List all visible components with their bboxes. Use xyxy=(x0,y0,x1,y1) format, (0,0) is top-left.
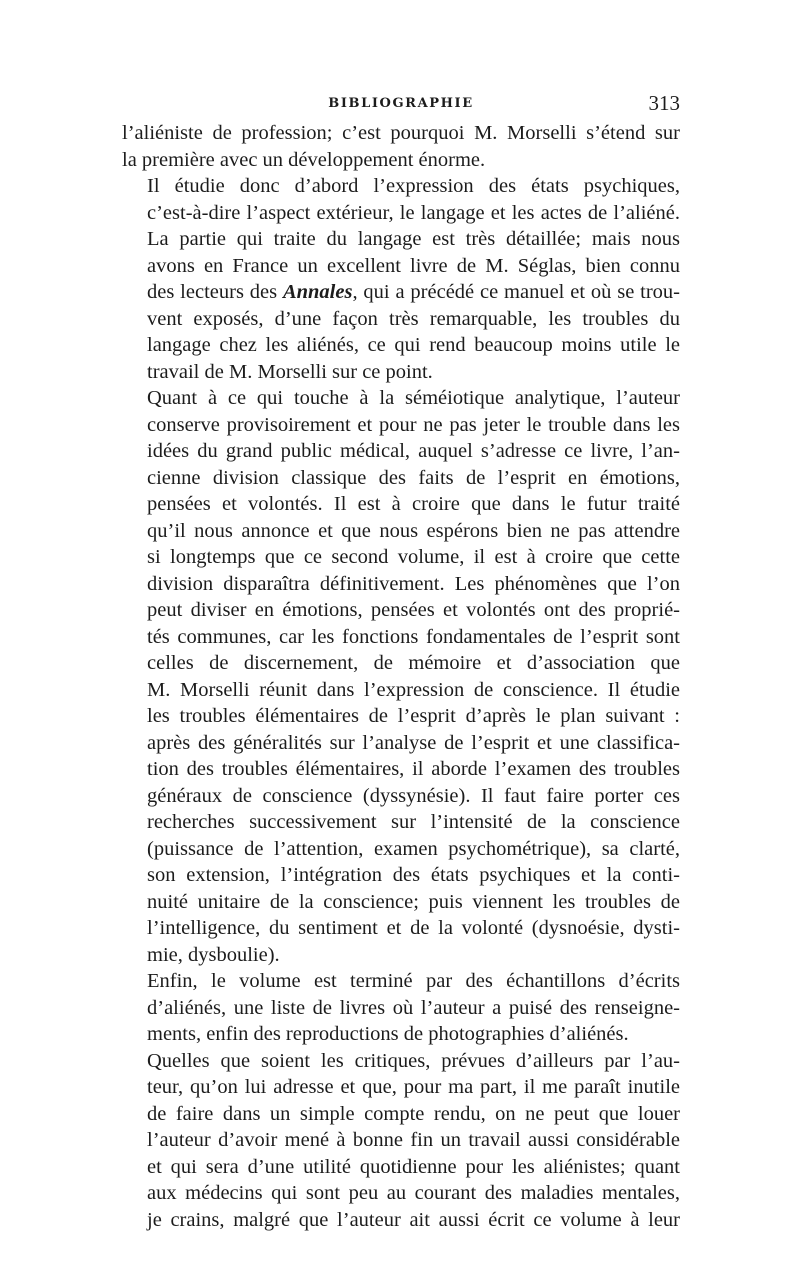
text-line: tion des troubles élémentaires, il aborde l’examen des troubles xyxy=(147,758,680,780)
text-line: conserve provisoirement et pour ne pas jeter le trouble dans les xyxy=(147,413,680,436)
text-line: vent exposés, d’une façon très remarquable, les troubles du xyxy=(147,307,680,330)
text-line: si longtemps que ce second volume, il est à croire que cette xyxy=(147,546,680,568)
text-line: cienne division classique des faits de l’esprit en émotions, xyxy=(147,466,680,489)
text-line: son extension, l’intégration des états psychiques et la conti- xyxy=(147,864,680,886)
text-line: La partie qui traite du langage est très détaillée; mais nous xyxy=(147,228,680,250)
text-line: généraux de conscience (dyssynésie). Il faut faire porter ces xyxy=(147,784,680,807)
text-line: l’aliéniste de profession; c’est pourquoi M. Morselli s’étend sur xyxy=(122,122,680,144)
paragraph xyxy=(122,385,680,968)
text-line: Il étudie donc d’abord l’expression des états psychiques, xyxy=(147,175,680,197)
text-line: je crains, malgré que l’auteur ait aussi écrit ce volume à leur xyxy=(147,1208,680,1231)
page-number: 313 xyxy=(648,91,680,115)
text-line: des lecteurs des Annales, qui a précédé ce manuel et où se trou- xyxy=(147,281,680,303)
text-line: avons en France un excellent livre de M. Séglas, bien connu xyxy=(147,254,680,277)
paragraph xyxy=(122,1048,680,1234)
text-line: aux médecins qui sont peu au courant des maladies mentales, xyxy=(147,1182,680,1204)
text-line: les troubles élémentaires de l’esprit d’après le plan suivant : xyxy=(147,705,680,727)
text-line: tés communes, car les fonctions fondamentales de l’esprit sont xyxy=(147,625,680,648)
text-line: celles de discernement, de mémoire et d’association que xyxy=(147,652,680,674)
text-line: d’aliénés, une liste de livres où l’auteur a puisé des renseigne- xyxy=(147,996,680,1019)
text-line: recherches successivement sur l’intensité de la conscience xyxy=(147,811,680,833)
text-line: teur, qu’on lui adresse et que, pour ma part, il me paraît inutile xyxy=(147,1076,680,1098)
text-line: et qui sera d’une utilité quotidienne pour les aliénistes; quant xyxy=(147,1155,680,1178)
running-head-title: BIBLIOGRAPHIE xyxy=(328,96,474,111)
paragraph xyxy=(122,120,680,173)
text-line: après des généralités sur l’analyse de l’esprit et une classifica- xyxy=(147,731,680,754)
body-text xyxy=(122,120,680,1233)
text-line: Enfin, le volume est terminé par des échantillons d’écrits xyxy=(147,970,680,992)
text-line: peut diviser en émotions, pensées et volontés ont des proprié- xyxy=(147,599,680,621)
text-line: c’est-à-dire l’aspect extérieur, le langage et les actes de l’aliéné. xyxy=(147,201,680,224)
text-line: idées du grand public médical, auquel s’adresse ce livre, l’an- xyxy=(147,440,680,462)
text-line: l’auteur d’avoir mené à bonne fin un travail aussi considérable xyxy=(147,1129,680,1151)
text-line: mie, dysboulie). xyxy=(147,943,280,966)
text-line: langage chez les aliénés, ce qui rend beaucoup moins utile le xyxy=(147,334,680,356)
text-line: ments, enfin des reproductions de photographies d’aliénés. xyxy=(147,1023,629,1045)
text-line: M. Morselli réunit dans l’expression de conscience. Il étudie xyxy=(147,678,680,701)
paragraph xyxy=(122,968,680,1048)
text-line: division disparaîtra définitivement. Les phénomènes que l’on xyxy=(147,572,680,595)
text-line: Quelles que soient les critiques, prévues d’ailleurs par l’au- xyxy=(147,1049,680,1072)
text-line: Quant à ce qui touche à la séméiotique analytique, l’auteur xyxy=(147,387,680,409)
text-line: pensées et volontés. Il est à croire que dans le futur traité xyxy=(147,493,680,515)
text-line: de faire dans un simple compte rendu, on ne peut que louer xyxy=(147,1102,680,1125)
text-line: (puissance de l’attention, examen psychométrique), sa clarté, xyxy=(147,837,680,860)
text-line: nuité unitaire de la conscience; puis viennent les troubles de xyxy=(147,890,680,913)
paragraph xyxy=(122,173,680,385)
text-line: l’intelligence, du sentiment et de la volonté (dysnoésie, dysti- xyxy=(147,917,680,939)
text-line: travail de M. Morselli sur ce point. xyxy=(147,360,433,383)
running-head xyxy=(122,92,680,116)
text-line: qu’il nous annonce et que nous espérons bien ne pas attendre xyxy=(147,519,680,542)
text-line: la première avec un développement énorme. xyxy=(122,148,486,171)
